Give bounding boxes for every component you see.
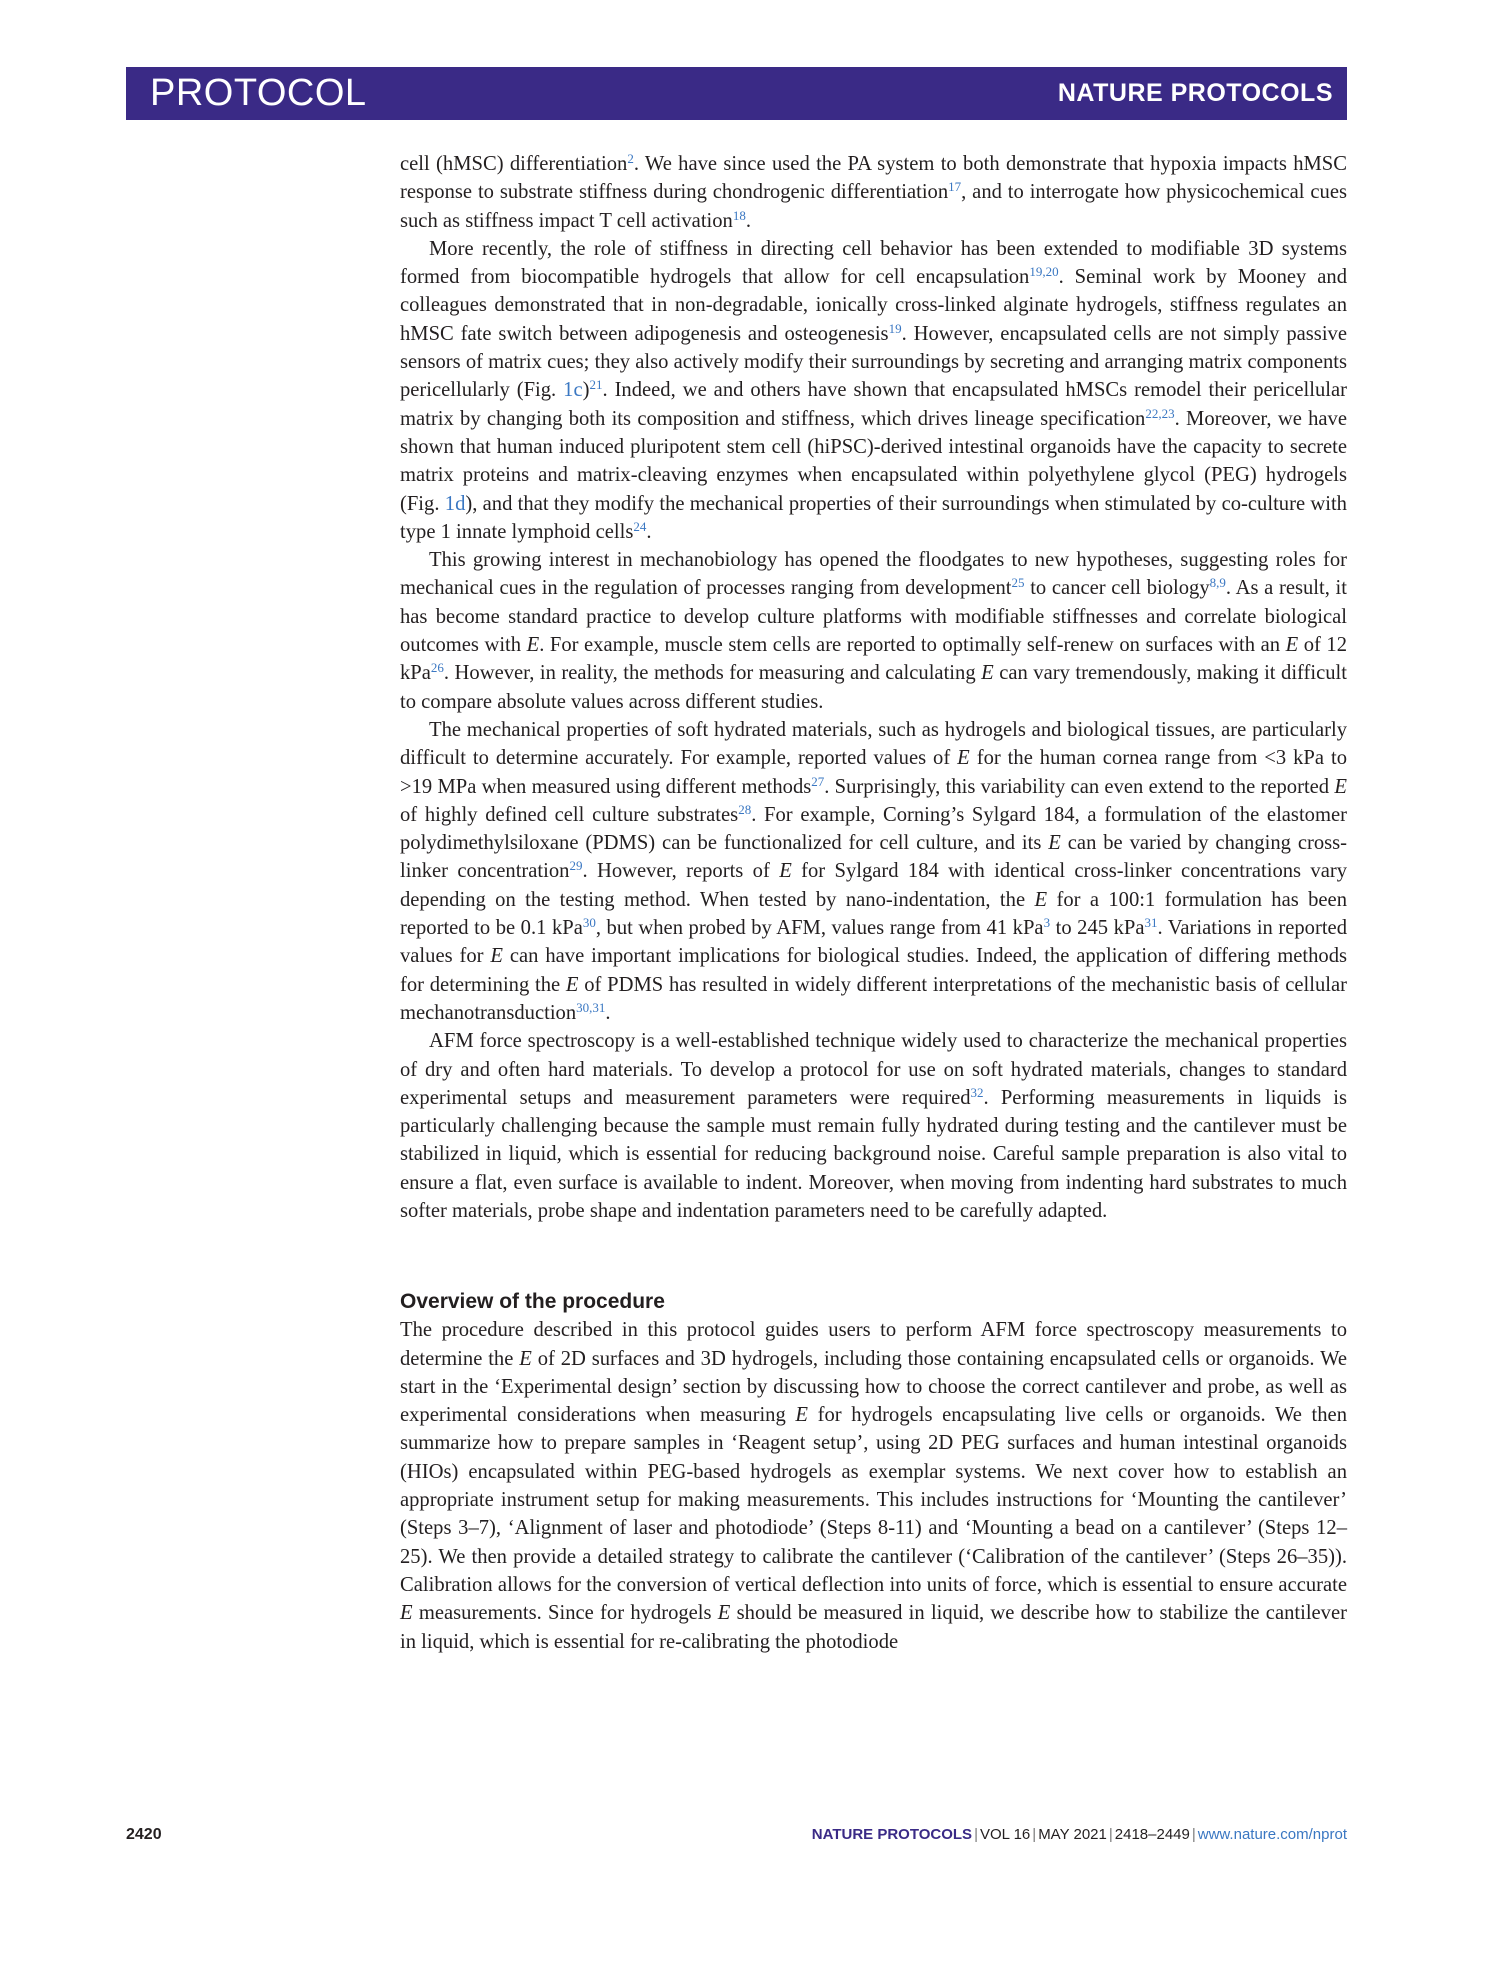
citation-ref[interactable]: 28 (738, 801, 752, 817)
paragraph: The mechanical properties of soft hydrated materials, such as hydrogels and biological tissues, are particularly difficult to determine accurately. For example, reported values of E for the human cornea range from <3 kPa to >19 MPa when measured using different methods$^{27}$. Surprisingly, this variability can even extend to the reported E of highly defined cell culture substrates$^{28}$. For example, Corning’s Sylgard 184, a formulation of the elastomer polydimethylsiloxane (PDMS) can be functionalized for cell culture, and its E can be varied by changing cross-linker concentration$^{29}$. However, reports of E for Sylgard 184 with identical cross-linker concentrations vary depending on the testing method. When tested by nano-indentation, the E for a 100:1 formulation has been reported to be 0.1 kPa$^{30}$, but when probed by AFM, values range from 41 kPa$^3$ to 245 kPa$^{31}$. Variations in reported values for E can have important implications for biological studies. Indeed, the application of differing methods for determining the E of PDMS has resulted in widely different interpretations of the mechanistic basis of cellular mechanotransduction$^{30,31}$. (400, 718, 1348, 1024)
paragraph: cell (hMSC) differentiation$^2$. We have since used the PA system to both demonstrate that hypoxia impacts hMSC response to substrate stiffness during chondrogenic differentiation$^{17}$, and to interrogate how physicochemical cues such as stiffness impact T cell activation$^{18}$. (400, 151, 1347, 232)
citation-ref[interactable]: 3 (1043, 915, 1051, 931)
footer-volume: VOL 16 (979, 1826, 1031, 1843)
italic-symbol: E (490, 945, 503, 968)
citation-ref[interactable]: 18 (732, 207, 746, 223)
footer-journal-name: NATURE PROTOCOLS (811, 1826, 973, 1843)
citation-ref[interactable]: 26 (430, 660, 444, 676)
citation-ref[interactable]: 17 (948, 179, 962, 195)
citation-ref[interactable]: 30,31 (576, 999, 606, 1015)
article-body (400, 150, 1347, 1656)
italic-symbol: E (519, 1347, 532, 1370)
italic-symbol: E (795, 1404, 808, 1427)
italic-symbol: E (957, 747, 970, 770)
italic-symbol: E (717, 1602, 731, 1625)
italic-symbol: E (526, 634, 540, 657)
citation-ref[interactable]: 30 (582, 915, 596, 931)
citation-ref[interactable]: 29 (569, 858, 583, 874)
italic-symbol: E (1034, 888, 1048, 911)
figure-link[interactable]: 1d (444, 492, 466, 515)
footer-url-link[interactable]: www.nature.com/nprot (1197, 1826, 1347, 1843)
italic-symbol: E (981, 662, 994, 685)
paragraph: More recently, the role of stiffness in directing cell behavior has been extended to modifiable 3D systems formed from biocompatible hydrogels that allow for cell encapsulation$^{19,20}$. Seminal work by Mooney and colleagues demonstrated that in non-degradable, ionically cross-linked alginate hydrogels, stiffness regulates an hMSC fate switch between adipogenesis and osteogenesis$^{19}$. However, encapsulated cells are not simply passive sensors of matrix cues; they also actively modify their surroundings by secreting and arranging matrix components pericellularly (Fig. 1c)$^{21}$. Indeed, we and others have shown that encapsulated hMSCs remodel their pericellular matrix by changing both its composition and stiffness, which drives lineage specification$^{22,23}$. Moreover, we have shown that human induced pluripotent stem cell (hiPSC)-derived intestinal organoids have the capacity to secrete matrix proteins and matrix-cleaving enzymes when encapsulated within polyethylene glycol (PEG) hydrogels (Fig. 1d), and that they modify the mechanical properties of their surroundings when stimulated by co-culture with type 1 innate lymphoid cells$^{24}$. (400, 237, 1347, 543)
journal-label: NATURE PROTOCOLS (1057, 79, 1333, 107)
section-heading: Overview of the procedure (400, 1290, 665, 1314)
citation-ref[interactable]: 25 (1011, 575, 1025, 591)
citation-ref[interactable]: 19,20 (1029, 264, 1059, 280)
italic-symbol: E (565, 973, 579, 996)
citation-ref[interactable]: 2 (627, 151, 634, 166)
figure-link[interactable]: 1c (563, 379, 583, 402)
paragraph: The procedure described in this protocol guides users to perform AFM force spectroscopy measurements to determine the E of 2D surfaces and 3D hydrogels, including those containing encapsulated cells or organoids. We start in the ‘Experimental design’ section by discussing how to choose the correct cantilever and probe, as well as experimental considerations when measuring E for hydrogels encapsulating live cells or organoids. We then summarize how to prepare samples in ‘Reagent setup’, using 2D PEG surfaces and human intestinal organoids (HIOs) encapsulated within PEG-based hydrogels as exemplar systems. We next cover how to establish an appropriate instrument setup for making measurements. This includes instructions for ‘Mounting the cantilever’ (Steps 3–7), ‘Alignment of laser and photodiode’ (Steps 8-11) and ‘Mounting a bead on a cantilever’ (Steps 12–25). We then provide a detailed strategy to calibrate the cantilever (‘Calibration of the cantilever’ (Steps 26–35)). Calibration allows for the conversion of vertical deflection into units of force, which is essential to ensure accurate E measurements. Since for hydrogels E should be measured in liquid, we describe how to stabilize the cantilever in liquid, which is essential for re-calibrating the photodiode (400, 1319, 1347, 1653)
footer-date: MAY 2021 (1038, 1826, 1107, 1843)
citation-ref[interactable]: 27 (811, 773, 825, 789)
footer-citation: NATURE PROTOCOLS | VOL 16 | MAY 2021 | 2418–2449 | www.nature.com/nprot (811, 1826, 1347, 1843)
italic-symbol: E (400, 1602, 413, 1625)
citation-ref[interactable]: 31 (1144, 915, 1158, 931)
italic-symbol: E (1334, 775, 1347, 798)
citation-ref[interactable]: 24 (633, 518, 647, 534)
citation-ref[interactable]: 22,23 (1145, 405, 1175, 421)
footer-pages: 2418–2449 (1114, 1826, 1190, 1843)
italic-symbol: E (1285, 634, 1299, 657)
citation-ref[interactable]: 19 (888, 320, 902, 336)
citation-ref[interactable]: 8,9 (1209, 575, 1226, 591)
italic-symbol: E (1048, 832, 1061, 855)
citation-ref[interactable]: 21 (589, 377, 603, 393)
page-number: 2420 (126, 1826, 162, 1843)
paragraph: AFM force spectroscopy is a well-established technique widely used to characterize the mechanical properties of dry and often hard materials. To develop a protocol for use on soft hydrated materials, changes to standard experimental setups and measurement parameters were required$^{32}$. Performing measurements in liquids is particularly challenging because the sample must remain fully hydrated during testing and the cantilever must be stabilized in liquid, which is essential for reducing background noise. Careful sample preparation is also vital to ensure a flat, even surface is available to indent. Moreover, when moving from indenting hard substrates to much softer materials, probe shape and indentation parameters need to be carefully adapted. (400, 1030, 1347, 1222)
italic-symbol: E (779, 860, 792, 883)
citation-ref[interactable]: 32 (970, 1084, 984, 1100)
header-bar (126, 67, 1347, 120)
section-label: PROTOCOL (150, 72, 367, 114)
paragraph: This growing interest in mechanobiology has opened the floodgates to new hypotheses, suggesting roles for mechanical cues in the regulation of processes ranging from development$^{25}$ to cancer cell biology$^{8,9}$. As a result, it has become standard practice to develop culture platforms with modifiable stiffnesses and correlate biological outcomes with E. For example, muscle stem cells are reported to optimally self-renew on surfaces with an E of 12 kPa$^{26}$. However, in reality, the methods for measuring and calculating E can vary tremendously, making it difficult to compare absolute values across different studies. (400, 549, 1348, 713)
